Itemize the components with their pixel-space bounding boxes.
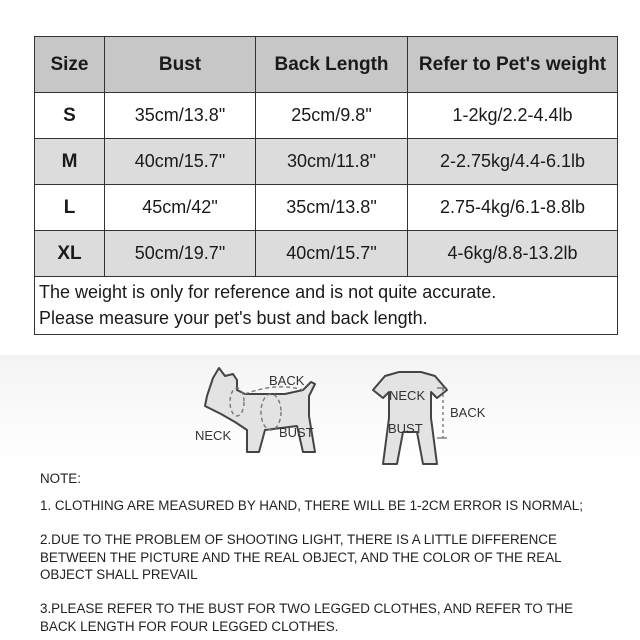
dog-bust-label: BUST: [279, 425, 314, 440]
bust-cell: 40cm/15.7": [105, 139, 256, 185]
back-length-cell: 30cm/11.8": [256, 139, 408, 185]
measurement-illustration: [185, 360, 505, 470]
measurement-diagram: [185, 360, 505, 470]
table-row-m: [35, 139, 618, 185]
back-length-cell: 25cm/9.8": [256, 93, 408, 139]
weight-cell: 2-2.75kg/4.4-6.1lb: [408, 139, 618, 185]
garment-bust-label: BUST: [388, 421, 423, 436]
table-row-l: [35, 185, 618, 231]
back-length-cell: 35cm/13.8": [256, 185, 408, 231]
size-cell: XL: [35, 231, 105, 277]
header-bust: Bust: [105, 37, 256, 93]
note-item-3-line-2: BACK LENGTH FOR FOUR LEGGED CLOTHES.: [40, 618, 339, 634]
dog-back-label: BACK: [269, 373, 305, 388]
table-footnote-row: [35, 277, 618, 335]
header-pet-weight: Refer to Pet's weight: [408, 37, 618, 93]
notes-section: [40, 470, 620, 635]
bust-cell: 45cm/42": [105, 185, 256, 231]
size-cell: M: [35, 139, 105, 185]
table-footnote: [35, 277, 618, 335]
bust-cell: 35cm/13.8": [105, 93, 256, 139]
weight-cell: 2.75-4kg/6.1-8.8lb: [408, 185, 618, 231]
note-item-2-line-3: OBJECT SHALL PREVAIL: [40, 567, 198, 583]
garment-neck-label: NECK: [389, 388, 426, 403]
weight-cell: 1-2kg/2.2-4.4lb: [408, 93, 618, 139]
size-chart-table: [34, 36, 618, 335]
note-item-2: [40, 531, 620, 584]
footnote-line-1: The weight is only for reference and is not quite accurate.: [39, 282, 497, 302]
size-cell: S: [35, 93, 105, 139]
note-item-2-line-1: 2.DUE TO THE PROBLEM OF SHOOTING LIGHT, THERE IS A LITTLE DIFFERENCE: [40, 532, 557, 548]
table-row-s: [35, 93, 618, 139]
garment-back-label: BACK: [450, 405, 486, 420]
weight-cell: 4-6kg/8.8-13.2lb: [408, 231, 618, 277]
table-header-row: [35, 37, 618, 93]
garment-silhouette-icon: [373, 372, 486, 464]
bust-cell: 50cm/19.7": [105, 231, 256, 277]
notes-title: NOTE:: [40, 471, 81, 486]
dog-silhouette-icon: [195, 368, 315, 452]
footnote-line-2: Please measure your pet's bust and back length.: [39, 308, 428, 328]
note-item-3: [40, 600, 620, 635]
header-back-length: Back Length: [256, 37, 408, 93]
note-item-3-line-1: 3.PLEASE REFER TO THE BUST FOR TWO LEGGED CLOTHES, AND REFER TO THE: [40, 600, 574, 616]
header-size: Size: [35, 37, 105, 93]
table-row-xl: [35, 231, 618, 277]
back-length-cell: 40cm/15.7": [256, 231, 408, 277]
note-item-1: 1. CLOTHING ARE MEASURED BY HAND, THERE WILL BE 1-2CM ERROR IS NORMAL;: [40, 497, 583, 513]
note-item-2-line-2: BETWEEN THE PICTURE AND THE REAL OBJECT, AND THE COLOR OF THE REAL: [40, 549, 562, 565]
dog-neck-label: NECK: [195, 428, 232, 443]
size-cell: L: [35, 185, 105, 231]
